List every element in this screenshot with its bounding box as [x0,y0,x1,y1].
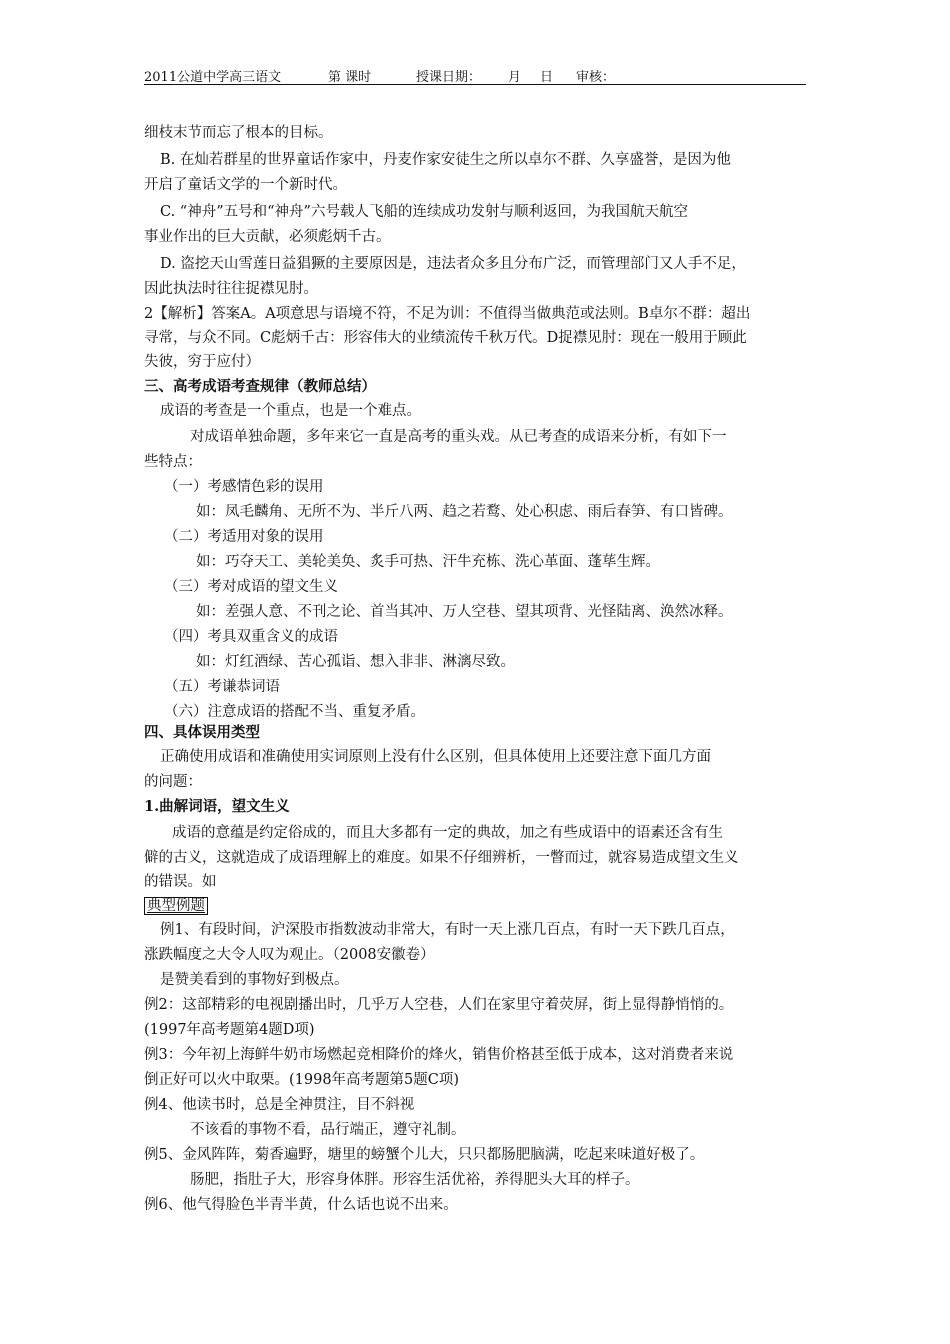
point-6: （六）注意成语的搭配不当、重复矛盾。 [164,704,425,720]
example-list: 如：巧夺天工、美轮美奂、炙手可热、汗牛充栋、洗心革面、蓬荜生辉。 [196,554,660,570]
text-line: 僻的古义，这就造成了成语理解上的难度。如果不仔细辨析，一瞥而过，就容易造成望文生义 [144,850,739,866]
text-line: 是赞美看到的事物好到极点。 [160,972,349,988]
header-month: 月 [508,70,522,85]
option-b: B. 在灿若群星的世界童话作家中，丹麦作家安徒生之所以卓尔不群、久享盛誉，是因为他 [160,152,731,168]
point-2: （二）考适用对象的误用 [164,529,324,545]
header-course: 2011公道中学高三语文 [144,70,282,85]
point-5: （五）考谦恭词语 [164,679,280,695]
text-line: 涨跌幅度之大令人叹为观止。（2008安徽卷） [144,947,435,963]
text-line: 对成语单独命题，多年来它一直是高考的重头戏。从已考查的成语来分析，有如下一 [190,429,727,445]
typical-example-label: 典型例题 [144,895,208,917]
text-line: 寻常，与众不同。C彪炳千古：形容伟大的业绩流传千秋万代。D捉襟见肘：现在一般用于顾此 [144,330,747,346]
example-2: 例2：这部精彩的电视剧播出时，几乎万人空巷，人们在家里守着荧屏，街上显得静悄悄的。 [144,997,734,1013]
page-header [144,64,806,85]
example-1: 例1、有段时间，沪深股市指数波动非常大，有时一天上涨几百点，有时一天下跌几百点， [160,922,735,938]
text-line: 成语的意蕴是约定俗成的，而且大多都有一定的典故，加之有些成语中的语素还含有生 [172,825,723,841]
example-list: 如：凤毛麟角、无所不为、半斤八两、趋之若鹜、处心积虑、雨后春笋、有口皆碑。 [196,504,733,520]
example-6: 例6、他气得脸色半青半黄，什么话也说不出来。 [144,1197,458,1213]
example-list: 如：灯红酒绿、苦心孤诣、想入非非、淋漓尽致。 [196,654,515,670]
subheading-1: 1.曲解词语，望文生义 [144,798,290,815]
header-lesson: 第 课时 [328,70,372,85]
text-line: (1997年高考题第4题D项) [144,1022,315,1038]
analysis: 2【解析】答案A。A项意思与语境不符，不足为训：不值得当做典范或法则。B卓尔不群：超出 [144,306,751,322]
text-line: 的问题： [144,774,202,790]
section-heading-4: 四、具体误用类型 [144,724,260,741]
text-line: 肠肥，指肚子大，形容身体胖。形容生活优裕，养得肥头大耳的样子。 [190,1172,640,1188]
point-4: （四）考具双重含义的成语 [164,629,338,645]
option-d: D. 盗挖天山雪莲日益猖獗的主要原因是，违法者众多且分布广泛，而管理部门又人手不足， [160,256,746,272]
text-line: 成语的考查是一个重点，也是一个难点。 [160,403,421,419]
text-line: 些特点： [144,454,202,470]
text-line: 细枝末节而忘了根本的目标。 [144,125,333,141]
text-line: 失彼，穷于应付） [144,354,260,370]
point-1: （一）考感情色彩的误用 [164,479,324,495]
point-3: （三）考对成语的望文生义 [164,579,338,595]
header-day: 日 [540,70,554,85]
text-line: 因此执法时往往捉襟见肘。 [144,281,318,297]
text-line: 事业作出的巨大贡献，必须彪炳千古。 [144,229,391,245]
text-line: 开启了童话文学的一个新时代。 [144,177,347,193]
example-4: 例4、他读书时，总是全神贯注，目不斜视 [144,1097,415,1113]
text-line: 的错误。如 [144,874,217,890]
text-line: 正确使用成语和准确使用实词原则上没有什么区别，但具体使用上还要注意下面几方面 [160,749,711,765]
option-c: C. “神舟”五号和“神舟”六号载人飞船的连续成功发射与顺利返回，为我国航天航空 [160,204,688,220]
section-heading-3: 三、高考成语考查规律（教师总结） [144,378,376,395]
header-date-label: 授课日期： [416,70,482,85]
text-line: 不该看的事物不看，品行端正，遵守礼制。 [190,1122,466,1138]
example-3: 例3：今年初上海鲜牛奶市场燃起竞相降价的烽火，销售价格甚至低于成本，这对消费者来说 [144,1047,734,1063]
example-list: 如：差强人意、不刊之论、首当其冲、万人空巷、望其项背、光怪陆离、涣然冰释。 [196,604,733,620]
header-review: 审核： [576,70,616,85]
text-line: 倒正好可以火中取栗。(1998年高考题第5题C项) [144,1072,460,1088]
example-5: 例5、金风阵阵，菊香遍野，塘里的螃蟹个儿大，只只都肠肥脑满，吃起来味道好极了。 [144,1147,705,1163]
